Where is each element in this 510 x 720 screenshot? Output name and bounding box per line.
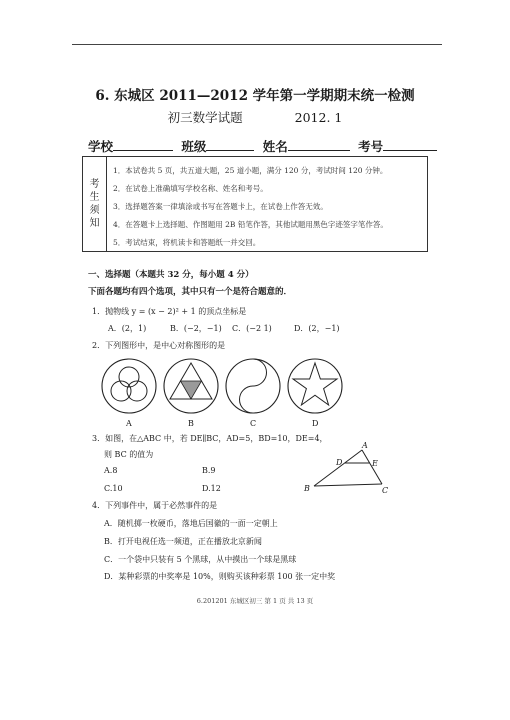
figure-c <box>222 355 284 417</box>
notice-item: 4．在答题卡上选择题、作图题用 2B 铅笔作答，其他试题用黑色字迹签字笔作答。 <box>113 220 388 229</box>
student-info-line <box>88 137 441 155</box>
point-a-label: A <box>362 441 368 450</box>
notice-item: 1．本试卷共 5 页，共五道大题，25 道小题，满分 120 分，考试时间 120 分钟。 <box>113 166 388 175</box>
exam-no-label: 考号 <box>358 139 384 154</box>
name-label: 姓名 <box>262 139 288 154</box>
name-blank <box>288 138 350 151</box>
q3-option-d: D.12 <box>202 484 221 493</box>
q3-option-a: A.8 <box>104 466 118 475</box>
figure-b <box>160 355 222 417</box>
q4-option-a: A．随机掷一枚硬币，落地后国徽的一面一定朝上 <box>104 519 278 528</box>
q4-option-b: B．打开电视任选一频道，正在播放北京新闻 <box>104 537 262 546</box>
question-2: 2．下列图形中，是中心对称图形的是 <box>92 341 226 350</box>
q1-option-d: D．(2，−1) <box>294 324 340 333</box>
q3-option-c: C.10 <box>104 484 123 493</box>
figure-a-label: A <box>126 419 132 428</box>
page-title: 6. 东城区 2011—2012 学年第一学期期末统一检测 <box>95 88 415 104</box>
school-label: 学校 <box>88 139 114 154</box>
notice-box <box>82 156 428 252</box>
point-e-label: E <box>372 459 378 468</box>
point-c-label: C <box>382 486 389 495</box>
q3-option-b: B.9 <box>202 466 216 475</box>
subtitle-text: 初三数学试题 <box>167 110 243 125</box>
question-4: 4．下列事件中，属于必然事件的是 <box>92 501 218 510</box>
exam-no-blank <box>383 138 437 151</box>
point-d-label: D <box>336 458 343 467</box>
notice-label-char: 须 <box>89 205 100 216</box>
q4-option-c: C．一个袋中只装有 5 个黑球，从中摸出一个球是黑球 <box>104 555 297 564</box>
exam-date: 2012. 1 <box>294 110 343 125</box>
notice-item: 3．选择题答案一律填涂或书写在答题卡上，在试卷上作答无效。 <box>113 202 328 211</box>
page-subtitle <box>0 108 510 126</box>
point-b-label: B <box>304 484 310 493</box>
q4-option-d: D．某种彩票的中奖率是 10%，则购买该种彩票 100 张一定中奖 <box>104 572 336 581</box>
header-rule <box>72 44 442 45</box>
question-3-line2: 则 BC 的值为 <box>104 450 154 459</box>
question-3: 3．如图，在△ABC 中，若 DE∥BC，AD=5，BD=10，DE=4， <box>92 434 328 443</box>
figure-d <box>284 355 346 417</box>
notice-item: 5．考试结束，将机读卡和答题纸一并交回。 <box>113 238 261 247</box>
figure-a <box>98 355 160 417</box>
section-instruction: 下面各题均有四个选项，其中只有一个是符合题意的． <box>88 287 293 297</box>
question-1: 1．抛物线 y = (x − 2)² + 1 的顶点坐标是 <box>92 307 247 316</box>
notice-item: 2．在试卷上准确填写学校名称、姓名和考号。 <box>113 184 268 193</box>
class-blank <box>206 138 254 151</box>
section-title: 一、选择题（本题共 32 分，每小题 4 分） <box>88 270 254 280</box>
notice-label <box>83 157 107 251</box>
school-blank <box>113 138 173 151</box>
figure-b-label: B <box>188 419 194 428</box>
figure-c-label: C <box>250 419 257 428</box>
q1-option-b: B．(−2，−1) <box>170 324 222 333</box>
page-footer: 6.201201 东城区初三 第 1 页 共 13 页 <box>196 597 314 605</box>
q1-option-a: A．(2，1) <box>108 324 147 333</box>
notice-items <box>113 162 425 252</box>
notice-label-char: 考 <box>89 179 100 190</box>
figure-d-label: D <box>312 419 319 428</box>
class-label: 班级 <box>181 139 207 154</box>
q1-option-c: C．(−2 1) <box>232 324 272 333</box>
notice-label-char: 生 <box>89 192 100 203</box>
notice-label-char: 知 <box>89 218 100 229</box>
